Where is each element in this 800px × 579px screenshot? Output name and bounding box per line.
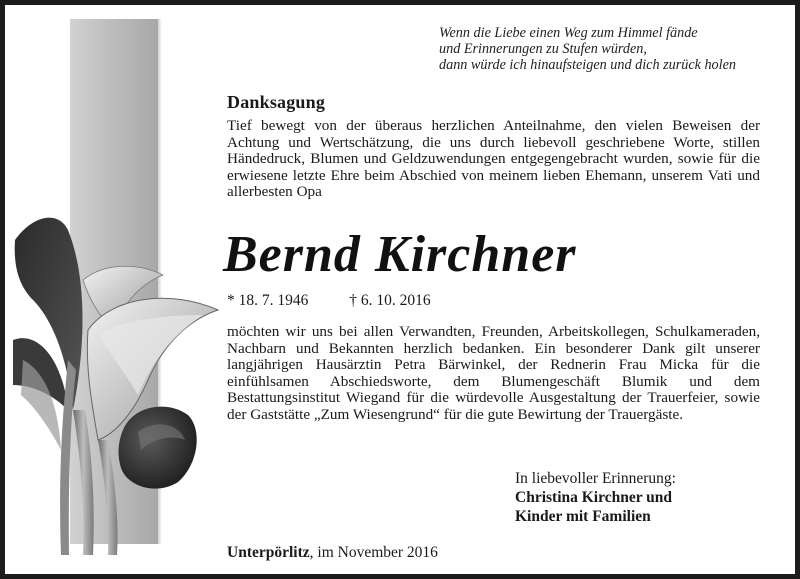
deceased-name: Bernd Kirchner: [223, 226, 577, 283]
poem-line: dann würde ich hinaufsteigen und dich zurück holen: [439, 56, 736, 73]
poem-line: Wenn die Liebe einen Weg zum Himmel fände: [439, 25, 698, 41]
closing-phrase: In liebevoller Erinnerung:: [515, 470, 676, 487]
heading: Danksagung: [227, 92, 326, 112]
life-dates: [227, 292, 431, 310]
birth-date: * 18. 7. 1946: [227, 292, 309, 309]
closing-block: [515, 469, 676, 526]
thanks-paragraph: möchten wir uns bei allen Verwandten, Freunden, Arbeitskollegen, Schulkameraden, Nachbarn und Bekannten herzlich bedanken. Ein besonderer Dank gilt unserer langjährigen Hausärztin Petra Bärwinkel, der Rednerin Frau Micka für die einfühlsamen Abschiedsworte, dem Blumengeschäft Blumik und dem Bestattungsinstitut Wiegand für die würdevolle Ausgestaltung der Trauerfeier, sowie der Gaststätte „Zum Wiesengrund“ für die gute Bewirtung der Trauergäste.: [227, 323, 760, 423]
date-text: , im November 2016: [309, 544, 438, 561]
death-date: † 6. 10. 2016: [349, 292, 431, 309]
place-name: Unterpörlitz: [227, 544, 310, 561]
poem-line: und Erinnerungen zu Stufen würden,: [439, 40, 647, 57]
poem: [439, 26, 779, 73]
family-line: Kinder mit Familien: [515, 508, 651, 525]
family-line: Christina Kirchner und: [515, 489, 673, 506]
intro-paragraph: Tief bewegt von der überaus herzlichen Anteilnahme, den vielen Beweisen der Achtung und Wertschätzung, die uns durch liebevoll geschriebene Worte, stillen Händedruck, Blumen und Geldzuwendungen entgegengebracht wurden, sowie für die erwiesene letzte Ehre beim Abschied von meinem lieben Ehemann, unserem Vati und allerbesten Opa: [227, 117, 760, 201]
place-date: [227, 544, 438, 562]
calla-lily-icon: [13, 210, 228, 555]
